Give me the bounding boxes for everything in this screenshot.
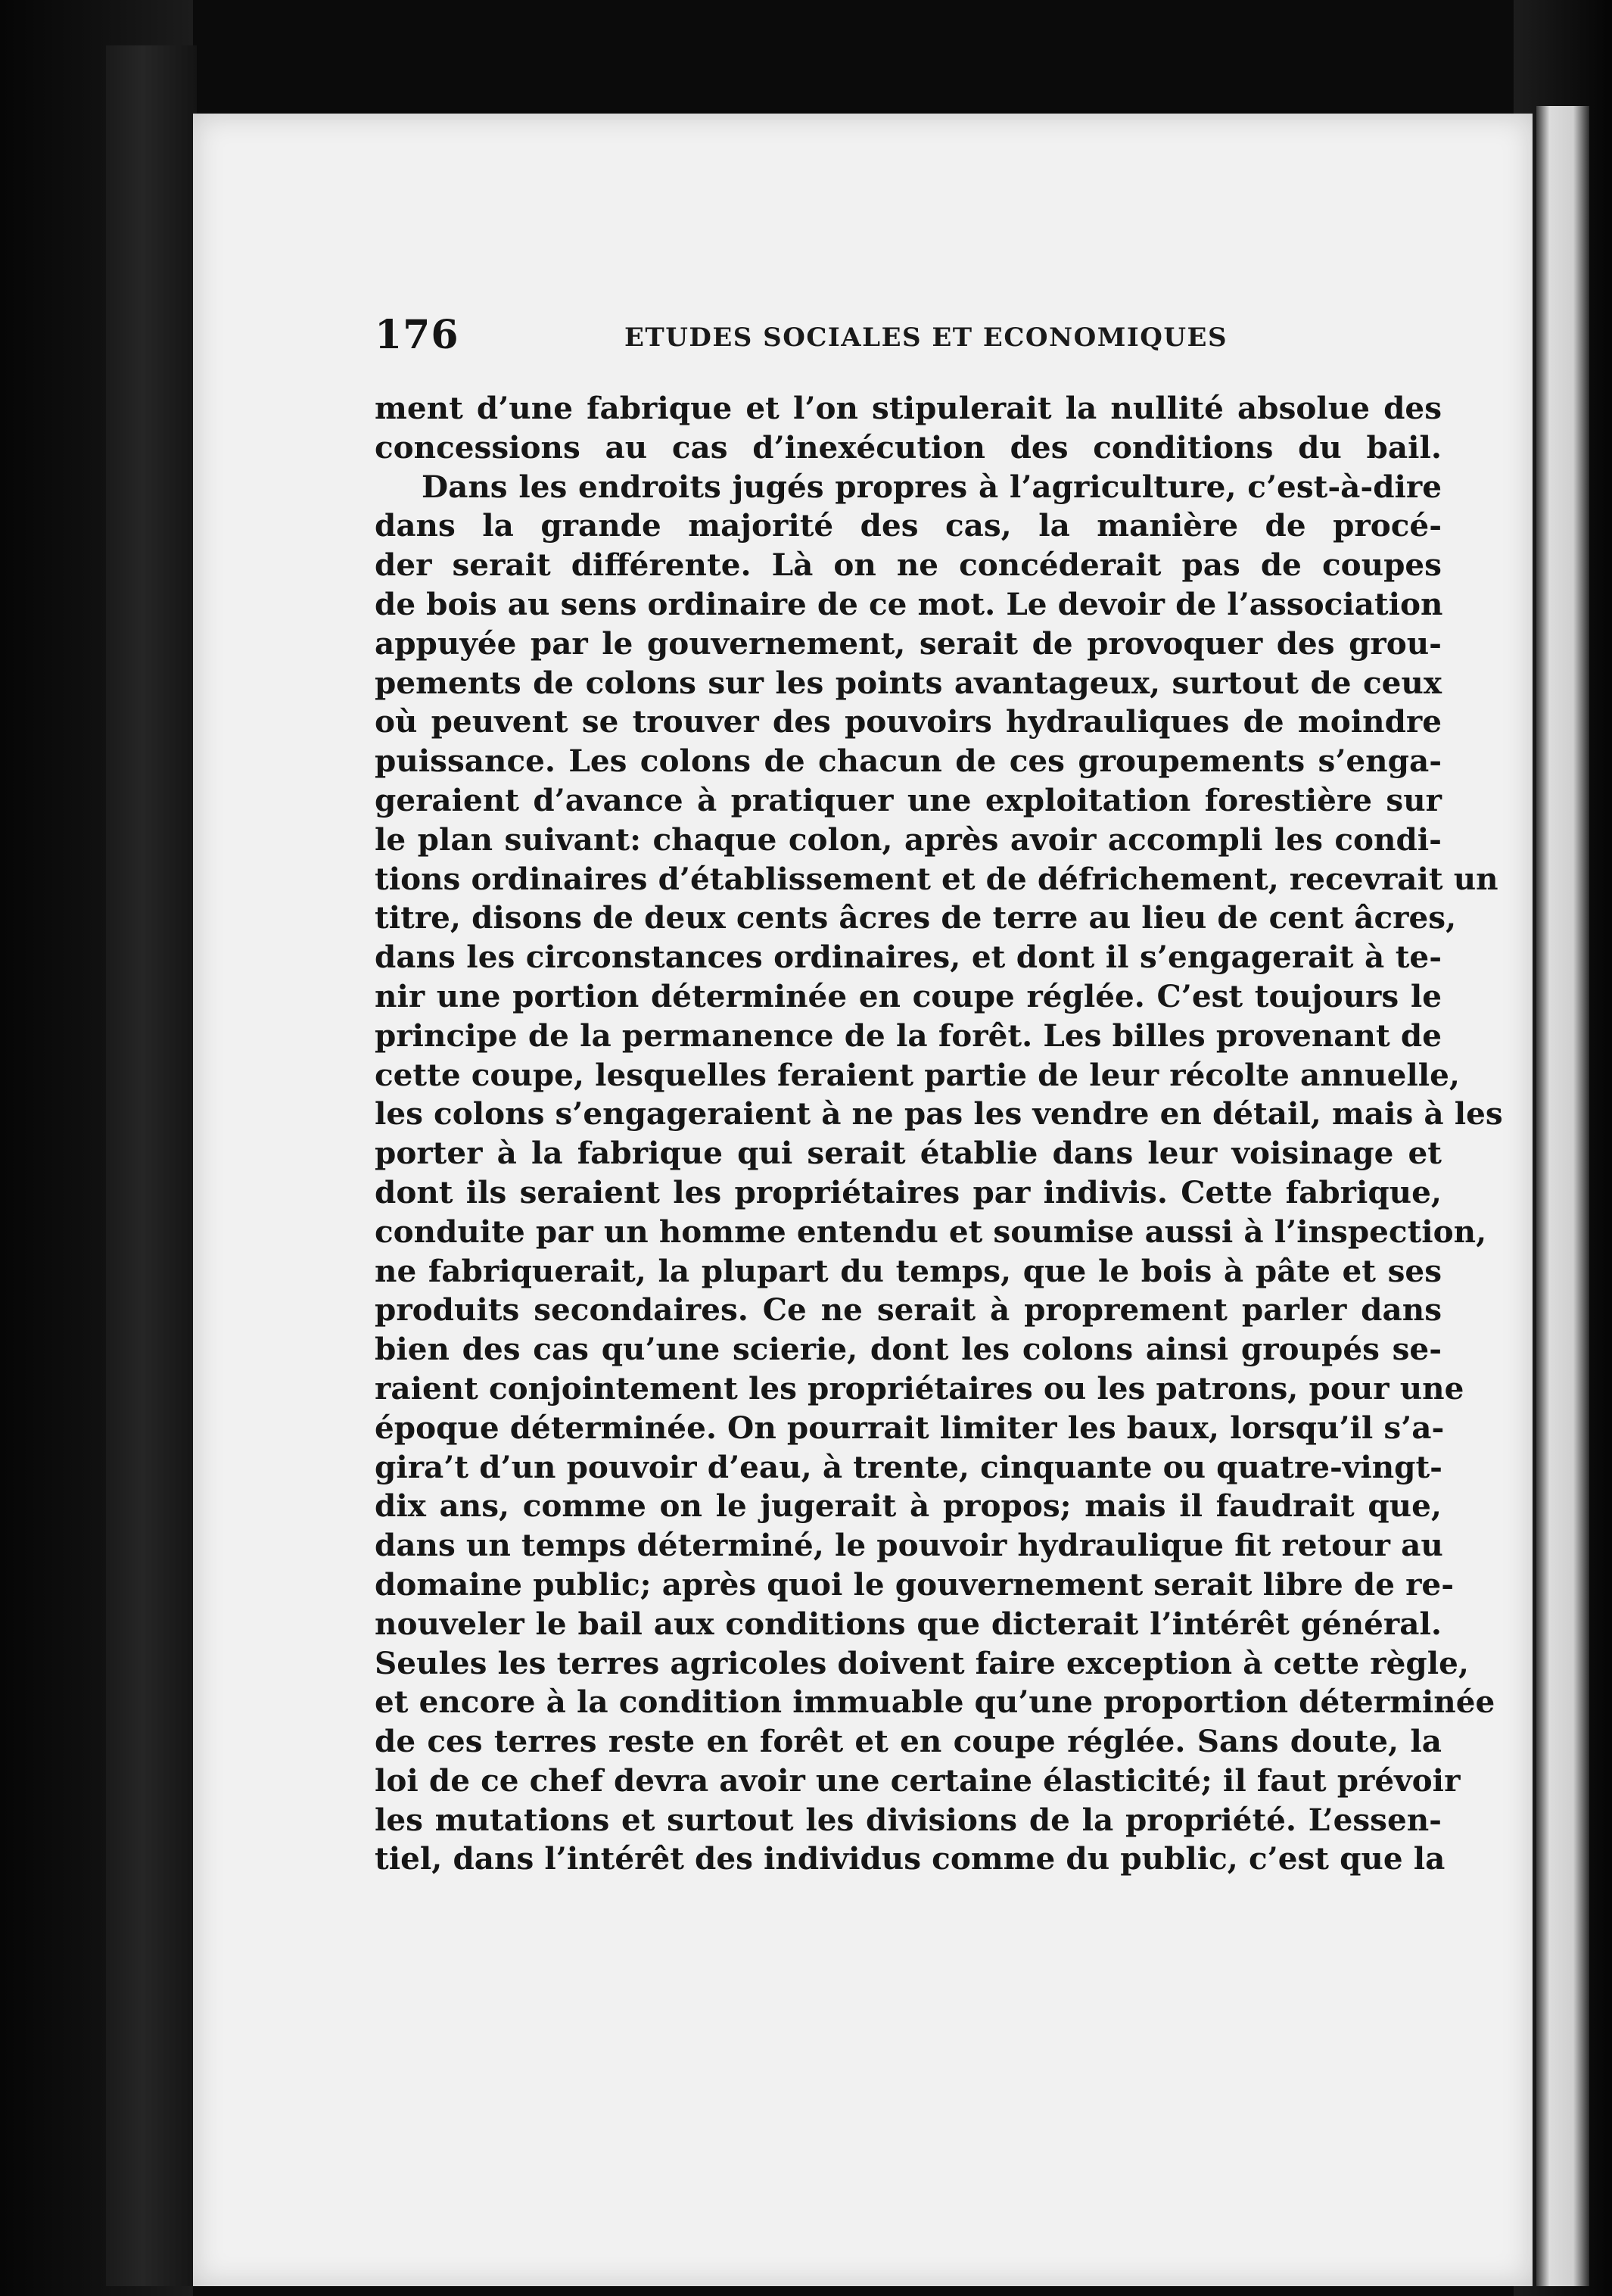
text-line: ment d’une fabrique et l’on stipulerait la nullité absolue des <box>375 390 1442 426</box>
text-line: cette coupe, lesquelles feraient partie de leur récolte annuelle, <box>375 1056 1461 1093</box>
text-line: Dans les endroits jugés propres à l’agriculture, c’est-à-dire <box>422 468 1442 505</box>
text-line: ne fabriquerait, la plupart du temps, que le bois à pâte et ses <box>375 1252 1442 1289</box>
text-line: bien des cas qu’une scierie, dont les colons ainsi groupés se- <box>375 1331 1442 1368</box>
book-page <box>193 114 1533 2286</box>
text-line: appuyée par le gouvernement, serait de provoquer des grou- <box>375 625 1442 662</box>
text-line: dans un temps déterminé, le pouvoir hydraulique fit retour au <box>375 1527 1443 1564</box>
running-head-title: ETUDES SOCIALES ET ECONOMIQUES <box>624 322 1228 353</box>
text-line: les mutations et surtout les divisions de la propriété. L’essen- <box>375 1801 1442 1838</box>
text-line: de bois au sens ordinaire de ce mot. Le devoir de l’association <box>375 585 1443 622</box>
page-number: 176 <box>375 312 459 358</box>
text-line: tions ordinaires d’établissement et de défrichement, recevrait un <box>375 860 1498 897</box>
text-line: époque déterminée. On pourrait limiter les baux, lorsqu’il s’a- <box>375 1409 1445 1446</box>
book-binding-edge <box>106 45 197 2286</box>
body-text <box>375 389 1503 1879</box>
text-line: domaine public; après quoi le gouvernement serait libre de re- <box>375 1565 1455 1603</box>
text-line: gira’t d’un pouvoir d’eau, à trente, cinquante ou quatre-vingt- <box>375 1448 1442 1485</box>
text-line: geraient d’avance à pratiquer une exploitation forestière sur <box>375 781 1442 818</box>
text-line: de ces terres reste en forêt et en coupe réglée. Sans doute, la <box>375 1723 1442 1760</box>
text-line: le plan suivant: chaque colon, après avoir accompli les condi- <box>375 821 1442 858</box>
text-line: nouveler le bail aux conditions que dicterait l’intérêt général. <box>375 1605 1442 1642</box>
text-line: porter à la fabrique qui serait établie dans leur voisinage et <box>375 1135 1442 1172</box>
text-line: pements de colons sur les points avantageux, surtout de ceux <box>375 664 1442 701</box>
text-line: titre, disons de deux cents âcres de terre au lieu de cent âcres, <box>375 899 1457 936</box>
running-head <box>375 312 1434 365</box>
text-line: dix ans, comme on le jugerait à propos; mais il faudrait que, <box>375 1488 1442 1525</box>
text-line: dans les circonstances ordinaires, et dont il s’engagerait à te- <box>375 939 1442 976</box>
text-line: les colons s’engageraient à ne pas les vendre en détail, mais à les <box>375 1095 1503 1132</box>
text-line: tiel, dans l’intérêt des individus comme du public, c’est que la <box>375 1840 1446 1877</box>
text-line: der serait différente. Là on ne concéderait pas de coupes <box>375 547 1442 584</box>
text-line: Seules les terres agricoles doivent faire exception à cette règle, <box>375 1644 1469 1681</box>
text-line: concessions au cas d’inexécution des conditions du bail. <box>375 428 1442 466</box>
text-line: puissance. Les colons de chacun de ces groupements s’enga- <box>375 743 1442 780</box>
text-line: conduite par un homme entendu et soumise aussi à l’inspection, <box>375 1213 1487 1250</box>
text-line: dont ils seraient les propriétaires par indivis. Cette fabrique, <box>375 1173 1442 1210</box>
text-line: raient conjointement les propriétaires ou les patrons, pour une <box>375 1369 1464 1407</box>
text-line: produits secondaires. Ce ne serait à proprement parler dans <box>375 1291 1442 1329</box>
text-line: et encore à la condition immuable qu’une proportion déterminée <box>375 1684 1495 1721</box>
text-line: où peuvent se trouver des pouvoirs hydrauliques de moindre <box>375 703 1442 740</box>
text-line: principe de la permanence de la forêt. Les billes provenant de <box>375 1017 1442 1054</box>
text-line: loi de ce chef devra avoir une certaine élasticité; il faut prévoir <box>375 1762 1461 1799</box>
adjacent-page-edge <box>1536 106 1589 2286</box>
text-line: dans la grande majorité des cas, la manière de procé- <box>375 507 1442 544</box>
text-line: nir une portion déterminée en coupe réglée. C’est toujours le <box>375 977 1442 1014</box>
